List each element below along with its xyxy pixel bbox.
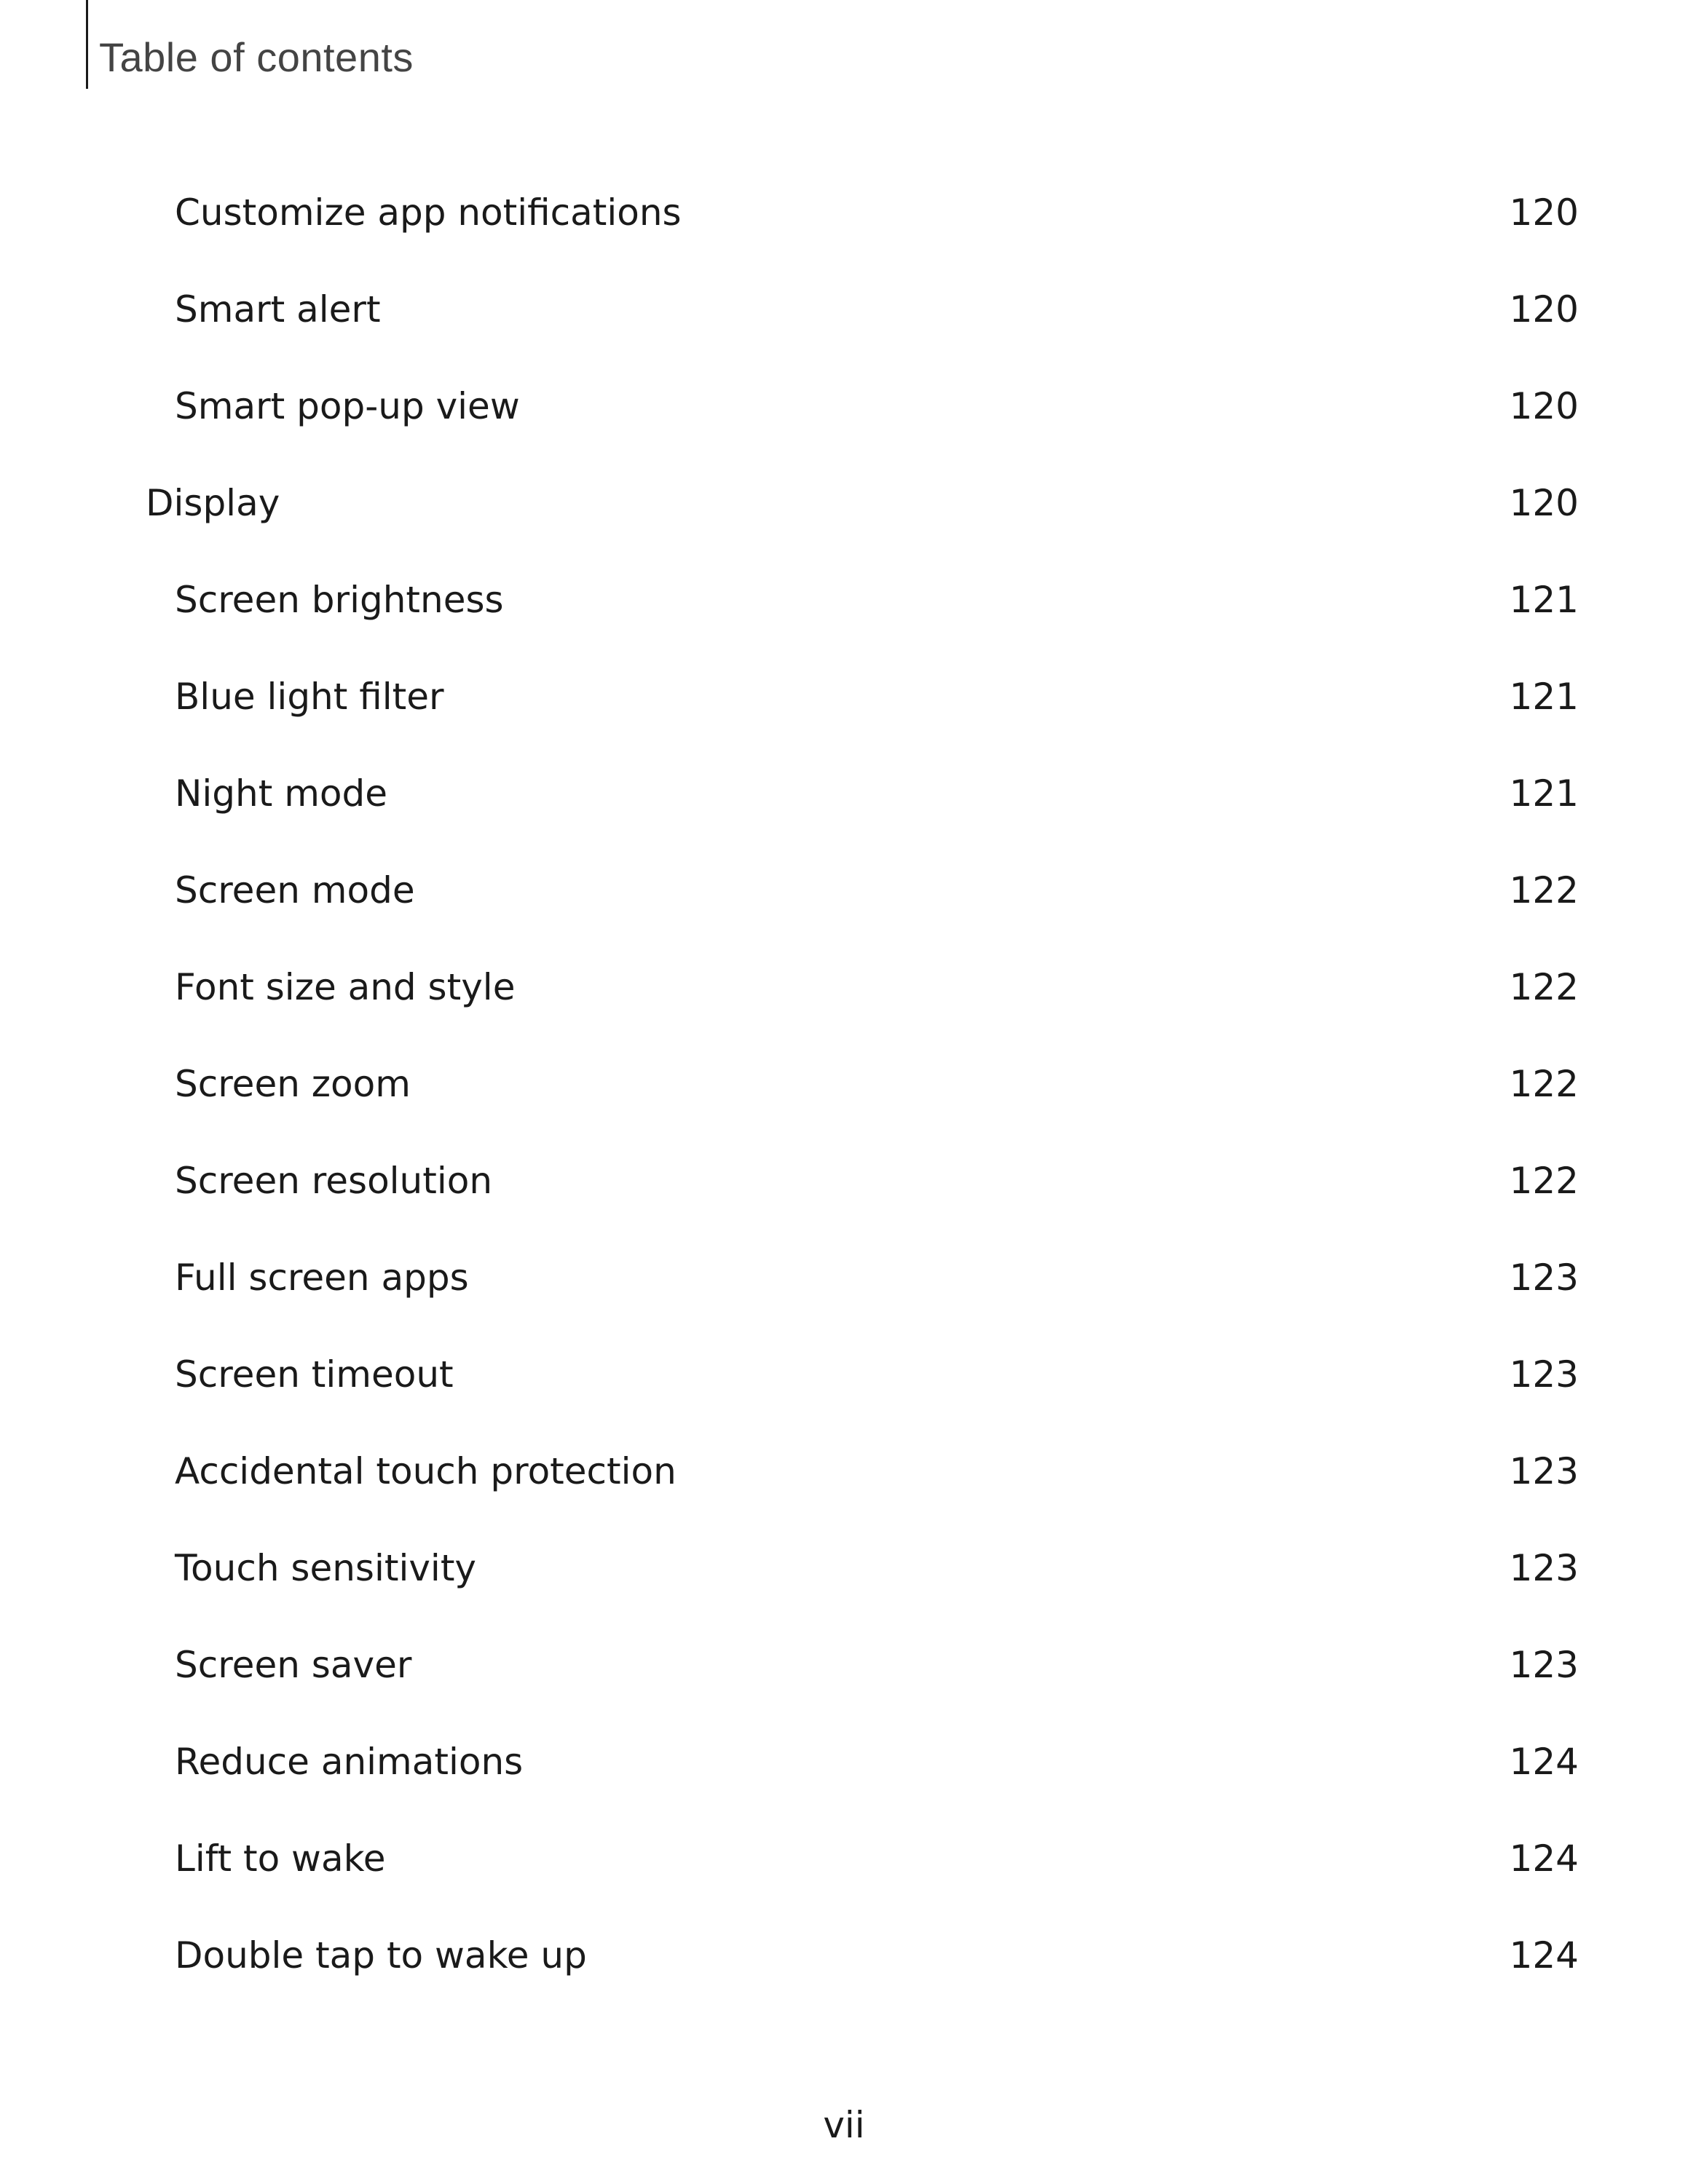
toc-entry-label: Full screen apps <box>175 1257 469 1299</box>
toc-entry-label: Double tap to wake up <box>175 1934 587 1977</box>
toc-entry-label: Smart alert <box>175 288 381 331</box>
toc-entry[interactable] <box>0 377 1688 474</box>
header-rule <box>86 0 88 89</box>
toc-entry[interactable] <box>0 1152 1688 1249</box>
toc-entry-page: 123 <box>1509 1547 1579 1589</box>
toc-entry-label: Blue light filter <box>175 676 444 718</box>
toc-entry-page: 124 <box>1509 1837 1579 1880</box>
toc-entry-page: 124 <box>1509 1934 1579 1977</box>
toc-entry-label: Lift to wake <box>175 1837 386 1880</box>
toc-entry-page: 120 <box>1509 288 1579 331</box>
toc-entry[interactable] <box>0 183 1688 280</box>
toc-entry-page: 124 <box>1509 1741 1579 1783</box>
toc-entry-label: Screen saver <box>175 1644 412 1686</box>
toc-entry-page: 121 <box>1509 579 1579 621</box>
toc-entry[interactable] <box>0 1442 1688 1539</box>
page-number: vii <box>823 2104 865 2146</box>
toc-entry-label: Touch sensitivity <box>175 1547 477 1589</box>
toc-entry-page: 122 <box>1509 1063 1579 1105</box>
toc-entry-label: Screen resolution <box>175 1160 493 1202</box>
toc-entry-page: 123 <box>1509 1644 1579 1686</box>
toc-entry-page: 122 <box>1509 1160 1579 1202</box>
toc-entry-page: 123 <box>1509 1353 1579 1396</box>
toc-entry[interactable] <box>0 1055 1688 1152</box>
toc-entry[interactable] <box>0 1249 1688 1345</box>
toc-entry-page: 121 <box>1509 772 1579 815</box>
toc-entry-label: Screen brightness <box>175 579 504 621</box>
toc-entry-label: Accidental touch protection <box>175 1450 677 1492</box>
toc-entry[interactable] <box>0 1636 1688 1733</box>
toc-section-entry[interactable] <box>0 474 1688 571</box>
toc-entry[interactable] <box>0 1733 1688 1829</box>
toc-entry-label: Customize app notifications <box>175 191 682 234</box>
toc-entry[interactable] <box>0 764 1688 861</box>
toc-section-label: Display <box>146 482 280 524</box>
toc-list <box>0 183 1688 2023</box>
toc-entry-page: 121 <box>1509 676 1579 718</box>
toc-entry[interactable] <box>0 1539 1688 1636</box>
toc-entry[interactable] <box>0 1829 1688 1926</box>
toc-entry-page: 120 <box>1509 482 1579 524</box>
toc-entry-label: Screen zoom <box>175 1063 411 1105</box>
toc-entry[interactable] <box>0 571 1688 668</box>
toc-entry-label: Night mode <box>175 772 388 815</box>
toc-entry-label: Smart pop-up view <box>175 385 520 427</box>
toc-entry[interactable] <box>0 861 1688 958</box>
toc-entry-label: Font size and style <box>175 966 516 1008</box>
toc-entry-label: Screen mode <box>175 869 415 911</box>
toc-entry-page: 120 <box>1509 191 1579 234</box>
toc-entry[interactable] <box>0 958 1688 1055</box>
toc-entry-page: 123 <box>1509 1450 1579 1492</box>
toc-entry-page: 122 <box>1509 966 1579 1008</box>
toc-entry-label: Reduce animations <box>175 1741 524 1783</box>
toc-entry-page: 123 <box>1509 1257 1579 1299</box>
toc-entry-page: 120 <box>1509 385 1579 427</box>
toc-entry-label: Screen timeout <box>175 1353 454 1396</box>
toc-entry[interactable] <box>0 280 1688 377</box>
page-header-title: Table of contents <box>99 34 414 80</box>
toc-entry[interactable] <box>0 1345 1688 1442</box>
toc-entry-page: 122 <box>1509 869 1579 911</box>
toc-entry[interactable] <box>0 1926 1688 2023</box>
toc-entry[interactable] <box>0 668 1688 764</box>
